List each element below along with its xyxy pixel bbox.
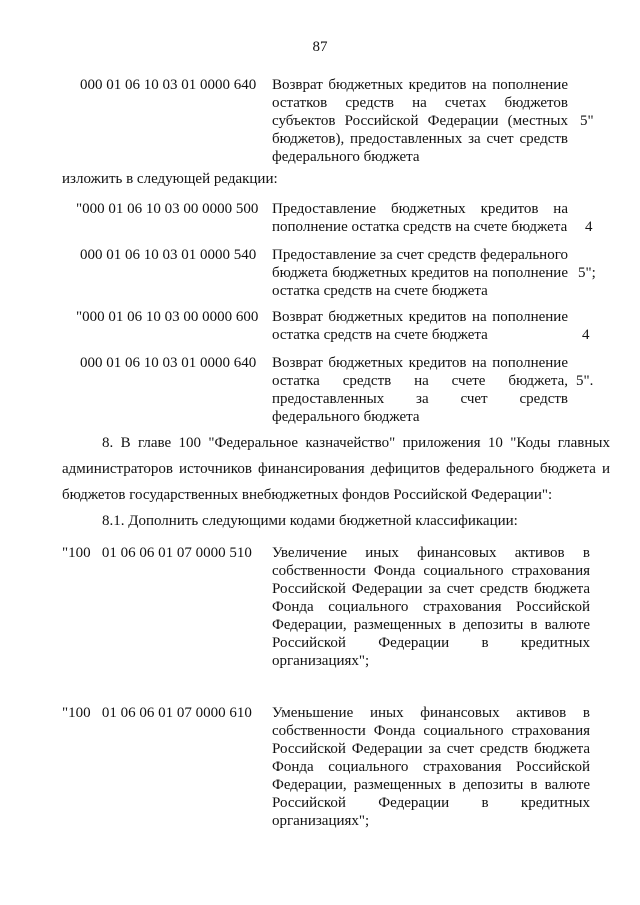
classification-code: "000 01 06 10 03 00 0000 500 xyxy=(76,201,259,217)
classification-code: 000 01 06 10 03 01 0000 640 xyxy=(80,355,257,371)
classification-code: "000 01 06 10 03 00 0000 600 xyxy=(76,309,259,325)
classification-description: Предоставление за счет средств федерального бюджета бюджетных кредитов на пополнение остатка средств на счете бюджета xyxy=(272,247,568,299)
classification-code: 000 01 06 10 03 01 0000 640 xyxy=(80,77,257,93)
classification-code: "100 01 06 06 01 07 0000 610 xyxy=(62,705,252,721)
section-8-1-heading: 8.1. Дополнить следующими кодами бюджетной классификации: xyxy=(102,513,518,529)
column-value: 5" xyxy=(580,113,594,129)
classification-code: 000 01 06 10 03 01 0000 540 xyxy=(80,247,257,263)
classification-description: Возврат бюджетных кредитов на пополнение остатков средств на счетах бюджетов субъектов Российской Федерации (местных бюджетов), предоставленных за счет средств федерального бюджета xyxy=(272,77,568,165)
classification-description: Предоставление бюджетных кредитов на пополнение остатка средств на счете бюджета xyxy=(272,201,568,235)
page-number: 87 xyxy=(312,39,328,55)
column-value: 5". xyxy=(576,373,594,389)
intro-line: изложить в следующей редакции: xyxy=(62,171,278,187)
classification-description: Возврат бюджетных кредитов на пополнение остатка средств на счете бюджета, предоставленных за счет средств федерального бюджета xyxy=(272,355,568,425)
classification-code: "100 01 06 06 01 07 0000 510 xyxy=(62,545,252,561)
column-value: 5"; xyxy=(578,265,596,281)
classification-description: Увеличение иных финансовых активов в собственности Фонда социального страхования Российской Федерации за счет средств бюджета Фонда социального страхования Российской Федерации, размещенных в депозиты в валюте Российской Федерации в кредитных организациях"; xyxy=(272,545,590,669)
classification-description: Уменьшение иных финансовых активов в собственности Фонда социального страхования Российской Федерации за счет средств бюджета Фонда социального страхования Российской Федерации, размещенных в депозиты в валюте Российской Федерации в кредитных организациях"; xyxy=(272,705,590,829)
section-8-paragraph: 8. В главе 100 "Федеральное казначейство" приложения 10 "Коды главных администраторов источников финансирования дефицитов федерального бюджета и бюджетов государственных внебюджетных фондов Российской Федерации": xyxy=(62,435,610,503)
column-value: 4 xyxy=(585,219,593,235)
classification-description: Возврат бюджетных кредитов на пополнение остатка средств на счете бюджета xyxy=(272,309,568,343)
column-value: 4 xyxy=(582,327,590,343)
